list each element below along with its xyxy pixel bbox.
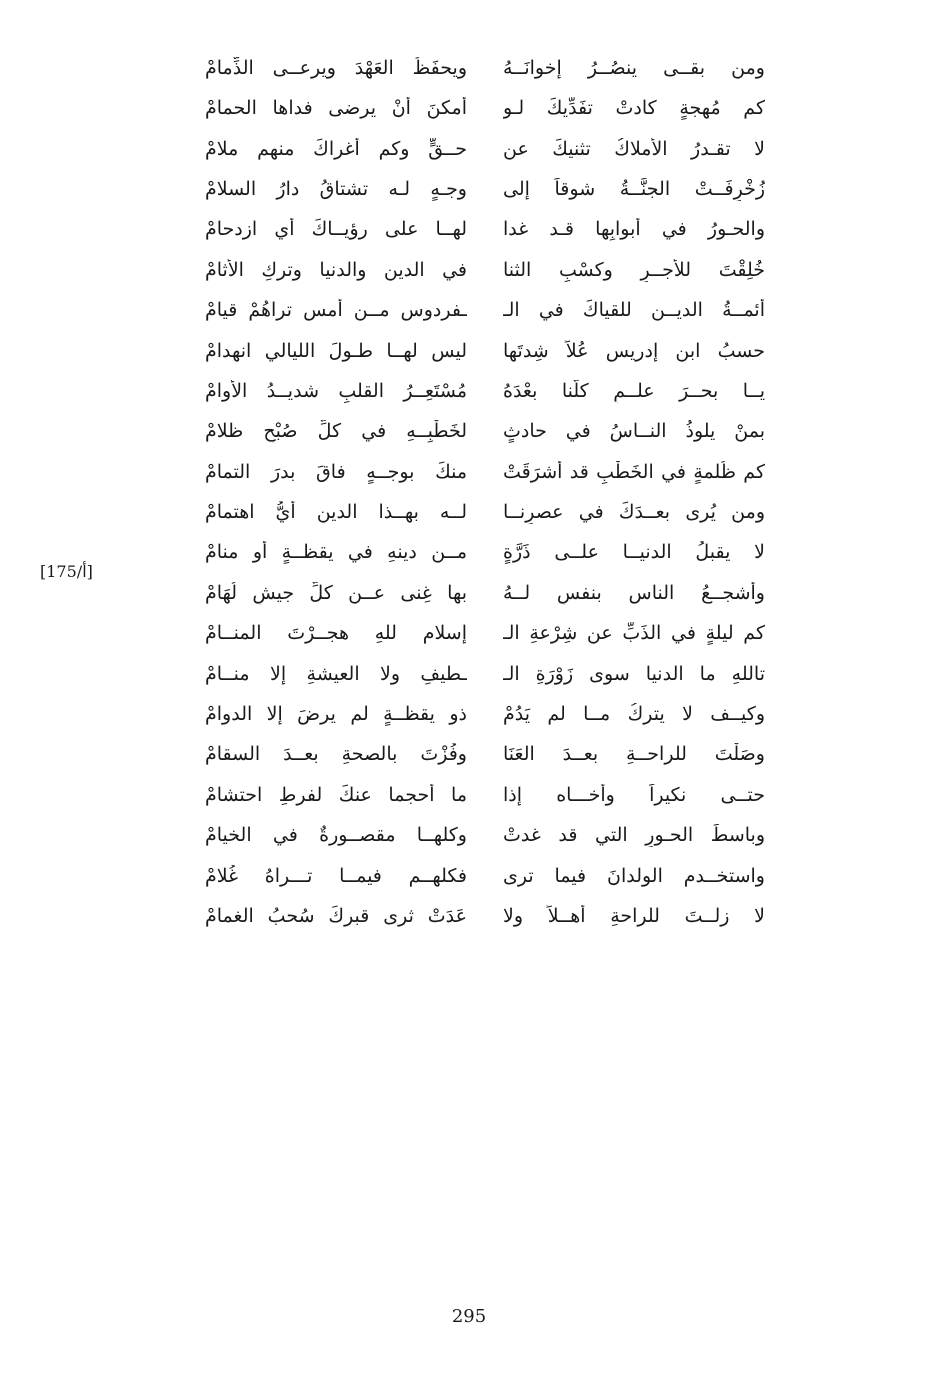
verse-second-hemistich: وكلهــا مقصــورةٌ في الخيامْ [205,824,467,847]
verse-first-hemistich: لا يقبلُ الدنيــا علــى ذَرَّةٍ [503,541,765,564]
verse-second-hemistich: ما أحجما عنكَ لفرطِ احتشامْ [205,783,467,806]
verse-second-hemistich: مُسْتَعِــرُ القلبِ شديــدُ الأُوامْ [205,379,467,402]
verse-first-hemistich: حتــى نكيراً وأخـــاه إذا [503,783,765,806]
verse-first-hemistich: وكيــف لا يتركُ مــا لم يَدُمْ [503,703,765,726]
verse-line [205,694,765,734]
verse-first-hemistich: خُلِقْتَ للأجــرِ وكسْبِ الثنا [503,258,765,281]
verse-line [205,896,765,936]
verse-line [205,573,765,613]
verse-line [205,48,765,88]
page-number: 295 [451,1306,487,1327]
verse-first-hemistich: وباسطَ الحـورِ التي قد غدتْ [503,824,765,847]
verse-line [205,654,765,694]
verse-line [205,856,765,896]
manuscript-folio-reference: [أ/175] [40,562,93,581]
verse-line [205,775,765,815]
verse-first-hemistich: كم ليلةٍ في الذَبِّ عن شِرْعةِ الـ [503,622,765,645]
verse-line [205,492,765,532]
verse-second-hemistich: فكلهــم فيمــا تـــراهُ غُلامْ [205,864,467,887]
verse-second-hemistich: ويحفَظُ العَهْدَ ويرعــى الذِّمامْ [205,56,467,79]
verse-first-hemistich: ومن يُرى بعــدَكَ في عصرِنــا [503,501,765,524]
poem-body [205,48,765,937]
verse-line [205,88,765,128]
verse-line [205,331,765,371]
verse-line [205,290,765,330]
verse-line [205,735,765,775]
verse-first-hemistich: واستخــدم الولدانَ فيما ترى [503,864,765,887]
verse-first-hemistich: والحـورُ في أبوابِها قـد غدا [503,218,765,241]
verse-line [205,613,765,653]
verse-second-hemistich: لهــا على رؤيــاكَ أي ازدحامْ [205,218,467,241]
verse-first-hemistich: لا زلــتَ للراحةِ أهــلاً ولا [503,905,765,927]
verse-second-hemistich: منكَ بوجــهٍ فاقَ بدرَ التمامْ [205,460,467,483]
verse-second-hemistich: في الدينِ والدنيا وتركِ الأثامْ [205,258,467,281]
verse-second-hemistich: وفُزْتَ بالصحةِ بعــدَ السقامْ [205,743,467,766]
verse-line [205,412,765,452]
verse-first-hemistich: تاللهِ ما الدنيا سوى زَوْرَةِ الـ [503,662,765,685]
verse-first-hemistich: لا تقـدرُ الأملاكُ تثنيكَ عن [503,137,765,160]
verse-second-hemistich: لخَطْبِــهِ في كلِّ صُبْحٍ ظلامْ [205,420,467,443]
verse-second-hemistich: حــقٍّ وكم أغراكَ منهم ملامْ [205,137,467,160]
verse-second-hemistich: مــن دينهِ في يقظــةٍ أو منامْ [205,541,467,564]
verse-second-hemistich: لــه بهــذا الدين أيُّ اهتمامْ [205,501,467,524]
verse-second-hemistich: ـطيفِ ولا العيشةِ إلا منــامْ [205,662,467,685]
verse-second-hemistich: أمكنَ أنْ يرضى فداها الحمامْ [205,97,467,120]
verse-first-hemistich: كم ظُلمةٍ في الخَطْبِ قد أشرَقَتْ [503,460,765,483]
verse-line [205,533,765,573]
verse-line [205,250,765,290]
verse-second-hemistich: ليس لهــا طـولَ الليالي انهدامْ [205,339,467,362]
verse-first-hemistich: يــا بحــرَ علــمٍ كلُّنا بعْدَهُ [503,379,765,402]
verse-line [205,210,765,250]
verse-line [205,371,765,411]
verse-first-hemistich: وصَلْتَ للراحــةِ بعــدَ العَنَا [503,743,765,766]
verse-second-hemistich: عَدَتْ ثرى قبركَ سُحبُ الغمامْ [205,905,467,927]
verse-second-hemistich: وجـهٍ لـه تشتاقُ دارُ السلامْ [205,177,467,200]
verse-second-hemistich: إسلامِ للهِ هجــرْتَ المنــامْ [205,622,467,645]
verse-first-hemistich: كم مُهجةٍ كادتْ تفَدِّيكَ لـو [503,97,765,120]
verse-first-hemistich: وأشجــعُ الناسِ بنفسٍ لــهُ [503,581,765,604]
verse-second-hemistich: بها غِنى عــن كلِّ جيشٍ لُهَامْ [205,581,467,604]
verse-line [205,169,765,209]
verse-first-hemistich: بمنْ يلوذُ النــاسُ في حادثٍ [503,420,765,443]
verse-line [205,129,765,169]
verse-second-hemistich: ذو يقظــةٍ لم يرضَ إلا الدوامْ [205,703,467,726]
verse-first-hemistich: زُخْرِفَــتْ الجنَّــةُ شوقاً إلى [503,177,765,200]
verse-first-hemistich: ومن بقــى ينصُــرُ إخوانَــهُ [503,56,765,79]
verse-first-hemistich: أئمــةُ الديــنِ للقياكَ في الـ [503,299,765,322]
verse-line [205,815,765,855]
verse-first-hemistich: حسبُ ابن إدريس عُلاً شِدتَها [503,339,765,362]
verse-second-hemistich: ـفردوسِ مــن أمسِ تراهُمْ قيامْ [205,299,467,322]
verse-line [205,452,765,492]
